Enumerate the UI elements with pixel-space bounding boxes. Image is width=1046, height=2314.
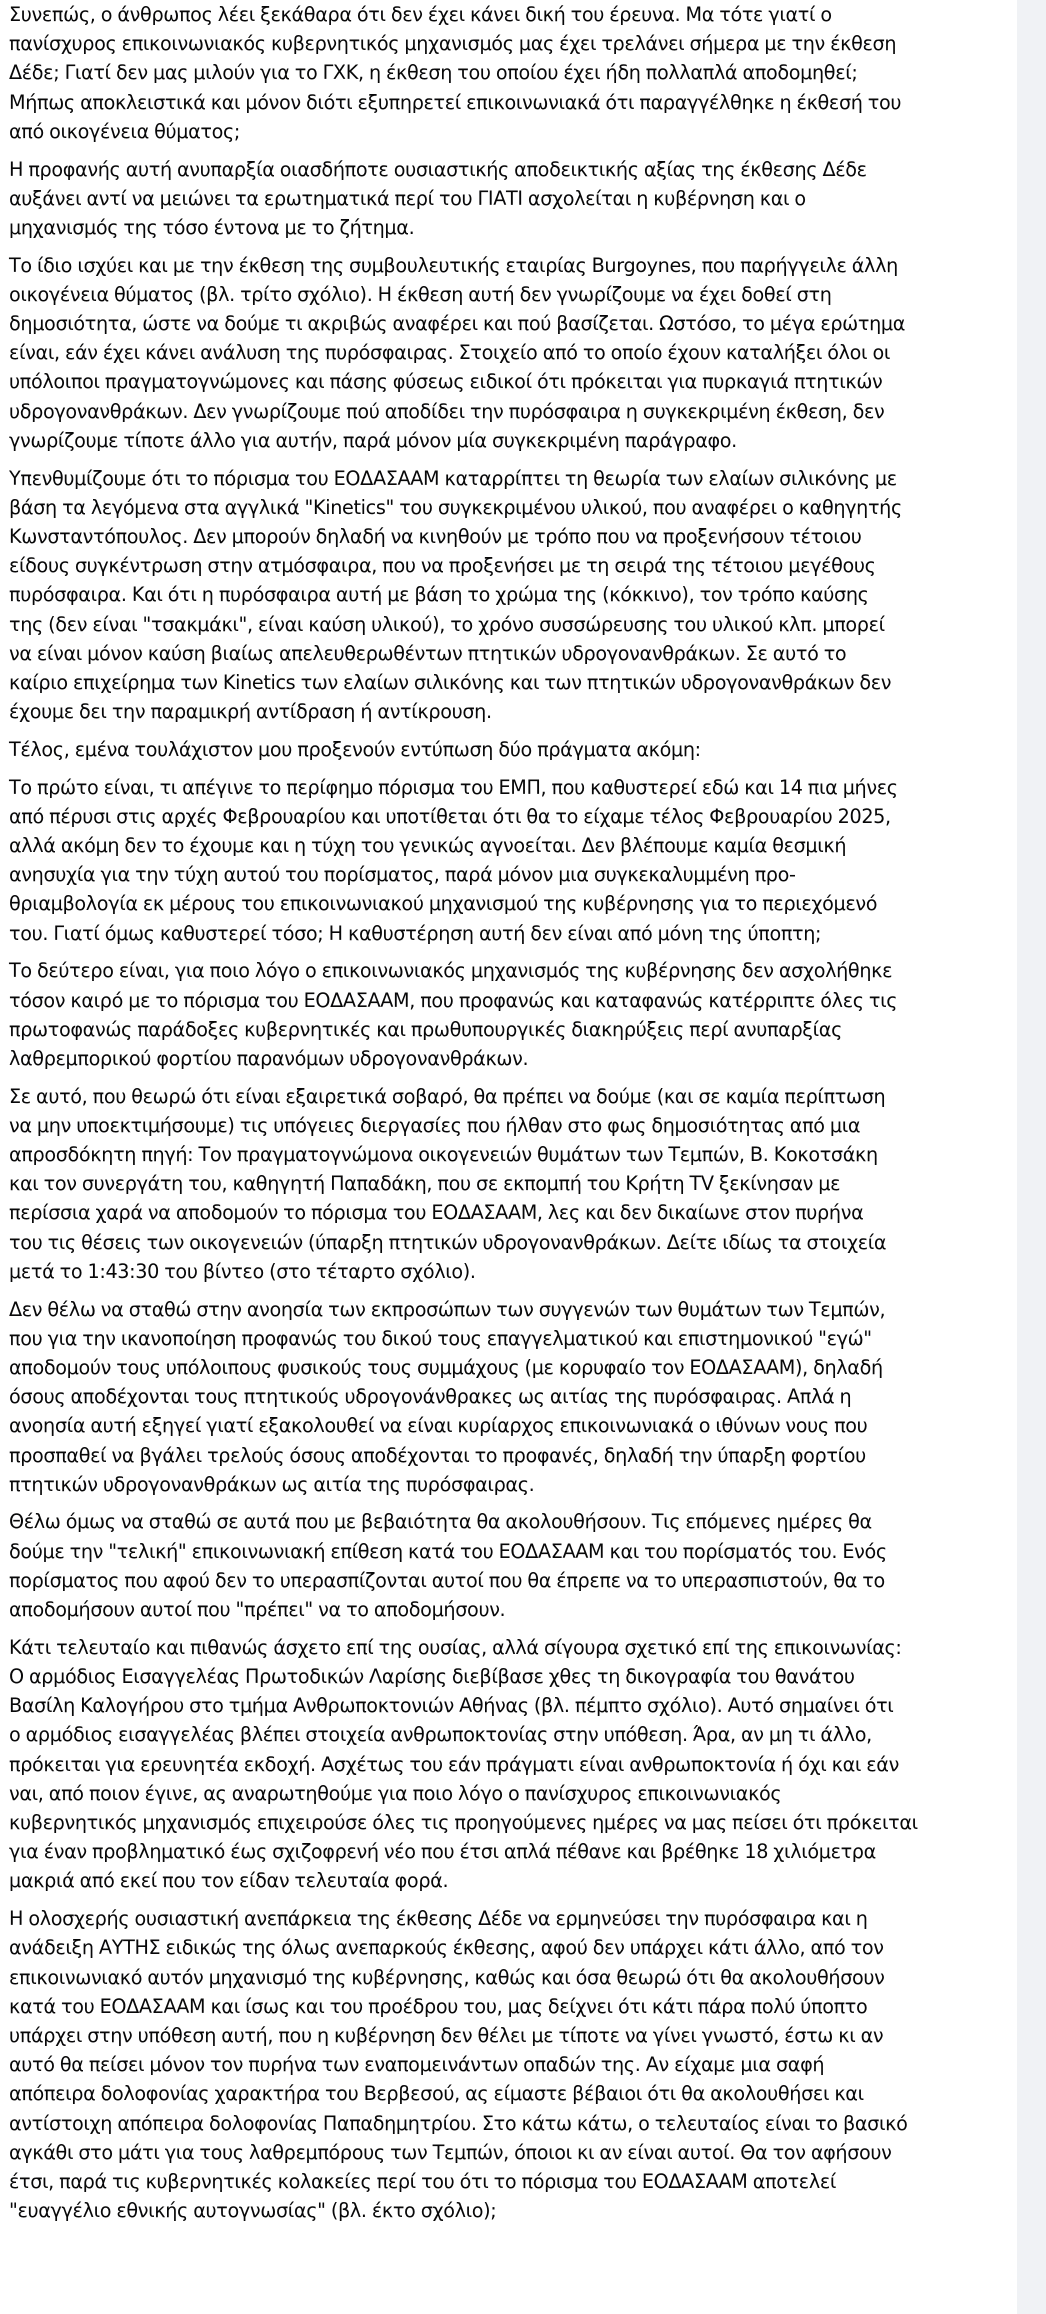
paragraph-line: από πέρυσι στις αρχές Φεβρουαρίου και υποτίθεται ότι θα το είχαμε τέλος Φεβρουαρίου 2025, xyxy=(9,804,891,828)
paragraph-line: υπόλοιποι πραγματογνώμονες και πάσης φύσεως ειδικοί ότι πρόκειται για πυρκαγιά πτητικών xyxy=(9,370,883,394)
paragraph-line: αυτό θα πείσει μόνον τον πυρήνα των εναπομεινάντων οπαδών της. Αν είχαμε μια σαφή xyxy=(9,2053,825,2077)
paragraph-line: Θέλω όμως να σταθώ σε αυτά που με βεβαιότητα θα ακολουθήσουν. Τις επόμενες ημέρες θα xyxy=(9,1510,872,1534)
post-paragraph xyxy=(9,735,1017,764)
paragraph-line: λαθρεμπορικού φορτίου παρανόμων υδρογονανθράκων. xyxy=(9,1046,529,1070)
paragraph-line: δημοσιότητα, ώστε να δούμε τι ακριβώς αναφέρει και πού βασίζεται. Ωστόσο, το μέγα ερώτημα xyxy=(9,312,906,336)
paragraph-line: Δεν θέλω να σταθώ στην ανοησία των εκπροσώπων των συγγενών των θυμάτων των Τεμπών, xyxy=(9,1297,886,1321)
post-paragraph xyxy=(9,956,1017,1073)
paragraph-line: βάση τα λεγόμενα στα αγγλικά "Kinetics" του συγκεκριμένου υλικού, που αναφέρει ο καθηγητής xyxy=(9,495,902,519)
paragraph-line: να είναι μόνον καύση βιαίως απελευθερωθέντων πτητικών υδρογονανθράκων. Σε αυτό το xyxy=(9,641,847,665)
paragraph-line: πρόκειται για ερευνητέα εκδοχή. Ασχέτως του εάν πράγματι είναι ανθρωποκτονία ή όχι και εάν xyxy=(9,1752,899,1776)
paragraph-line: Ο αρμόδιος Εισαγγελέας Πρωτοδικών Λαρίσης διεβίβασε χθες τη δικογραφία του θανάτου xyxy=(9,1664,855,1688)
paragraph-line: του. Γιατί όμως καθυστερεί τόσο; Η καθυστέρηση αυτή δεν είναι από μόνη της ύποπτη; xyxy=(9,921,822,945)
paragraph-line: Βασίλη Καλογήρου στο τμήμα Ανθρωποκτονιών Αθήνας (βλ. πέμπτο σχόλιο). Αυτό σημαίνει ότι xyxy=(9,1694,894,1718)
paragraph-line: της (δεν είναι "τσακμάκι", είναι καύση υλικού), το χρόνο συσσώρευσης του υλικού κλπ. μπορεί xyxy=(9,612,885,636)
paragraph-line: αντίστοιχη απόπειρα δολοφονίας Παπαδημητρίου. Στο κάτω κάτω, ο τελευταίος είναι το βασικό xyxy=(9,2111,908,2135)
paragraph-line: μετά το 1:43:30 του βίντεο (στο τέταρτο σχόλιο). xyxy=(9,1259,476,1283)
paragraph-line: κατά του ΕΟΔΑΣΑΑΜ και ίσως και του προέδρου του, μας δείχνει ότι κάτι πάρα πολύ ύποπτο xyxy=(9,1994,868,2018)
paragraph-line: πανίσχυρος επικοινωνιακός κυβερνητικός μηχανισμός μας έχει τρελάνει σήμερα με την έκθεση xyxy=(9,32,897,56)
paragraph-line: Το πρώτο είναι, τι απέγινε το περίφημο πόρισμα του ΕΜΠ, που καθυστερεί εδώ και 14 πια μήνες xyxy=(9,775,898,799)
paragraph-line: περίσσια χαρά να αποδομούν το πόρισμα του ΕΟΔΑΣΑΑΜ, λες και δεν δικαίωνε στον πυρήνα xyxy=(9,1201,864,1225)
post-paragraph xyxy=(9,1633,1017,1896)
post-paragraph xyxy=(9,1082,1017,1286)
paragraph-line: και τον συνεργάτη του, καθηγητή Παπαδάκη, που σε εκπομπή του Κρήτη TV ξεκίνησαν με xyxy=(9,1172,841,1196)
paragraph-line: επικοινωνιακό αυτόν μηχανισμό της κυβέρνησης, καθώς και όσα θεωρώ ότι θα ακολουθήσουν xyxy=(9,1965,885,1989)
paragraph-line: από οικογένεια θύματος; xyxy=(9,119,241,143)
paragraph-line: θριαμβολογία εκ μέρους του επικοινωνιακού μηχανισμού της κυβέρνησης για το περιεχόμενό xyxy=(9,892,878,916)
paragraph-line: Τέλος, εμένα τουλάχιστον μου προξενούν εντύπωση δύο πράγματα ακόμη: xyxy=(9,737,701,761)
paragraph-line: αγκάθι στο μάτι για τους λαθρεμπόρους των Τεμπών, όποιοι κι αν είναι αυτοί. Θα τον αφήσουν xyxy=(9,2140,892,2164)
paragraph-line: Το δεύτερο είναι, για ποιο λόγο ο επικοινωνιακός μηχανισμός της κυβέρνησης δεν ασχολήθηκε xyxy=(9,959,893,983)
paragraph-line: υδρογονανθράκων. Δεν γνωρίζουμε πού αποδίδει την πυρόσφαιρα η συγκεκριμένη έκθεση, δεν xyxy=(9,399,885,423)
paragraph-line: μακριά από εκεί που τον είδαν τελευταία φορά. xyxy=(9,1869,449,1893)
paragraph-line: προσπαθεί να βγάλει τρελούς όσους αποδέχονται το προφανές, δηλαδή την ύπαρξη φορτίου xyxy=(9,1443,866,1467)
paragraph-line: καίριο επιχείρημα των Kinetics των ελαίων σιλικόνης και των πτητικών υδρογονανθράκων δεν xyxy=(9,670,892,694)
paragraph-line: ανοησία αυτή εξηγεί γιατί εξακολουθεί να είναι κυρίαρχος επικοινωνιακά ο ιθύνων νους που xyxy=(9,1414,868,1438)
paragraph-line: ναι, από ποιον έγινε, ας αναρωτηθούμε για ποιο λόγο ο πανίσχυρος επικοινωνιακός xyxy=(9,1781,782,1805)
page-side-gutter xyxy=(1017,0,1046,2314)
paragraph-line: Η ολοσχερής ουσιαστική ανεπάρκεια της έκθεσης Δέδε να ερμηνεύσει την πυρόσφαιρα και η xyxy=(9,1907,868,1931)
post-paragraph xyxy=(9,1904,1017,2225)
post-paragraph xyxy=(9,773,1017,948)
paragraph-line: απόπειρα δολοφονίας χαρακτήρα του Βερβεσού, ας είμαστε βέβαιοι ότι θα ακολουθήσει και xyxy=(9,2082,864,2106)
paragraph-line: οικογένεια θύματος (βλ. τρίτο σχόλιο). Η έκθεση αυτή δεν γνωρίζουμε να έχει δοθεί στη xyxy=(9,282,832,306)
paragraph-line: τόσον καιρό με το πόρισμα του ΕΟΔΑΣΑΑΜ, που προφανώς και καταφανώς κατέρριπτε όλες τις xyxy=(9,988,898,1012)
paragraph-line: πρωτοφανώς παράδοξες κυβερνητικές και πρωθυπουργικές διακηρύξεις περί ανυπαρξίας xyxy=(9,1017,842,1041)
paragraph-line: είδους συγκέντρωση στην ατμόσφαιρα, που να προξενήσει με τη σειρά της τέτοιου μεγέθους xyxy=(9,554,876,578)
paragraph-line: πυρόσφαιρα. Και ότι η πυρόσφαιρα αυτή με βάση το χρώμα της (κόκκινο), τον τρόπο καύσης xyxy=(9,583,869,607)
paragraph-line: γνωρίζουμε τίποτε άλλο για αυτήν, παρά μόνον μία συγκεκριμένη παράγραφο. xyxy=(9,428,737,452)
paragraph-line: πτητικών υδρογονανθράκων ως αιτία της πυρόσφαιρας. xyxy=(9,1472,535,1496)
post-paragraph xyxy=(9,251,1017,455)
paragraph-line: Μήπως αποκλειστικά και μόνον διότι εξυπηρετεί επικοινωνιακά ότι παραγγέλθηκε η έκθεσή του xyxy=(9,90,902,114)
paragraph-line: Κάτι τελευταίο και πιθανώς άσχετο επί της ουσίας, αλλά σίγουρα σχετικό επί της επικοινωνίας: xyxy=(9,1635,902,1659)
paragraph-line: να μην υποεκτιμήσουμε) τις υπόγειες διεργασίες που ήλθαν στο φως δημοσιότητας από μια xyxy=(9,1113,861,1137)
paragraph-line: δούμε την "τελική" επικοινωνιακή επίθεση κατά του ΕΟΔΑΣΑΑΜ και του πορίσματός του. Ενός xyxy=(9,1539,887,1563)
paragraph-line: που για την ικανοποίηση προφανώς του δικού τους επαγγελματικού και επιστημονικού "εγώ" xyxy=(9,1326,872,1350)
paragraph-line: αποδομήσουν αυτοί που "πρέπει" να το αποδομήσουν. xyxy=(9,1598,506,1622)
paragraph-line: αυξάνει αντί να μειώνει τα ερωτηματικά περί του ΓΙΑΤΙ ασχολείται η κυβέρνηση και ο xyxy=(9,186,806,210)
paragraph-line: είναι, εάν έχει κάνει ανάλυση της πυρόσφαιρας. Στοιχείο από το οποίο έχουν καταλήξει όλοι οι xyxy=(9,341,890,365)
paragraph-line: "ευαγγέλιο εθνικής αυτογνωσίας" (βλ. έκτο σχόλιο); xyxy=(9,2199,497,2223)
paragraph-line: Συνεπώς, ο άνθρωπος λέει ξεκάθαρα ότι δεν έχει κάνει δική του έρευνα. Μα τότε γιατί ο xyxy=(9,3,832,26)
paragraph-line: κυβερνητικός μηχανισμός επιχειρούσε όλες τις προηγούμενες ημέρες να μας πείσει ότι πρόκειται xyxy=(9,1810,918,1834)
paragraph-line: έτσι, παρά τις κυβερνητικές κολακείες περί του ότι το πόρισμα του ΕΟΔΑΣΑΑΜ αποτελεί xyxy=(9,2169,837,2193)
paragraph-line: Δέδε; Γιατί δεν μας μιλούν για το ΓΧΚ, η έκθεση του οποίου έχει ήδη πολλαπλά αποδομηθεί; xyxy=(9,61,858,85)
post-paragraph xyxy=(9,464,1017,727)
paragraph-line: μηχανισμός της τόσο έντονα με το ζήτημα. xyxy=(9,215,415,239)
post-paragraph xyxy=(9,1295,1017,1499)
paragraph-line: έχουμε δει την παραμικρή αντίδραση ή αντίκρουση. xyxy=(9,700,492,724)
paragraph-line: Η προφανής αυτή ανυπαρξία οιασδήποτε ουσιαστικής αποδεικτικής αξίας της έκθεσης Δέδε xyxy=(9,157,867,181)
post-body-text xyxy=(9,0,1017,2225)
paragraph-line: Σε αυτό, που θεωρώ ότι είναι εξαιρετικά σοβαρό, θα πρέπει να δούμε (και σε καμία περίπτωση xyxy=(9,1084,886,1108)
paragraph-line: του τις θέσεις των οικογενειών (ύπαρξη πτητικών υδρογονανθράκων. Δείτε ιδίως τα στοιχεία xyxy=(9,1230,887,1254)
paragraph-line: ανάδειξη ΑΥΤΗΣ ειδικώς της όλως ανεπαρκούς έκθεσης, αφού δεν υπάρχει κάτι άλλο, από τον xyxy=(9,1936,884,1960)
paragraph-line: ο αρμόδιος εισαγγελέας βλέπει στοιχεία ανθρωποκτονίας στην υπόθεση. Άρα, αν μη τι άλλο, xyxy=(9,1723,872,1747)
paragraph-line: ανησυχία για την τύχη αυτού του πορίσματος, παρά μόνον μια συγκεκαλυμμένη προ- xyxy=(9,863,796,887)
post-paragraph xyxy=(9,155,1017,243)
post-paragraph xyxy=(9,1507,1017,1624)
paragraph-line: αλλά ακόμη δεν το έχουμε και η τύχη του γενικώς αγνοείται. Δεν βλέπουμε καμία θεσμική xyxy=(9,833,847,857)
paragraph-line: πορίσματος που αφού δεν το υπερασπίζονται αυτοί που θα έπρεπε να το υπερασπιστούν, θα το xyxy=(9,1568,885,1592)
paragraph-line: υπάρχει στην υπόθεση αυτή, που η κυβέρνηση δεν θέλει με τίποτε να γίνει γνωστό, έστω κι αν xyxy=(9,2023,884,2047)
paragraph-line: Το ίδιο ισχύει και με την έκθεση της συμβουλευτικής εταιρίας Burgoynes, που παρήγγειλε άλλη xyxy=(9,253,898,277)
paragraph-line: Υπενθυμίζουμε ότι το πόρισμα του ΕΟΔΑΣΑΑΜ καταρρίπτει τη θεωρία των ελαίων σιλικόνης με xyxy=(9,466,897,490)
paragraph-line: αποδομούν τους υπόλοιπους φυσικούς τους συμμάχους (με κορυφαίο τον ΕΟΔΑΣΑΑΜ), δηλαδή xyxy=(9,1355,883,1379)
paragraph-line: για έναν προβληματικό έως σχιζοφρενή νέο που έτσι απλά πέθανε και βρέθηκε 18 χιλιόμετρα xyxy=(9,1840,876,1864)
paragraph-line: όσους αποδέχονται τους πτητικούς υδρογονάνθρακες ως αιτίας της πυρόσφαιρας. Απλά η xyxy=(9,1385,852,1409)
paragraph-line: Κωνσταντόπουλος. Δεν μπορούν δηλαδή να κινηθούν με τρόπο που να προξενήσουν τέτοιου xyxy=(9,524,862,548)
post-paragraph xyxy=(9,0,1017,146)
paragraph-line: απροσδόκητη πηγή: Τον πραγματογνώμονα οικογενειών θυμάτων των Τεμπών, Β. Κοκοτσάκη xyxy=(9,1143,878,1167)
